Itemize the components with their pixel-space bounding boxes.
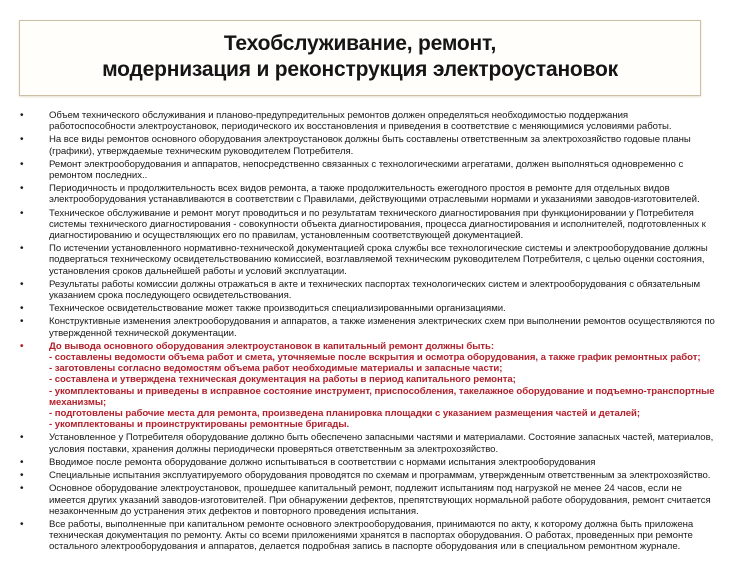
bullet-icon: • (20, 483, 24, 495)
list-item-text-line: диагностированию и осуществляющих его по правилам, установленным соответствующей документацией. (49, 230, 524, 242)
bullet-icon: • (20, 518, 24, 530)
list-item-text-line: Основное оборудование электроустановок, прошедшее капитальный ремонт, подлежит испытаниям под нагрузкой не менее 24 часов, если не (49, 483, 682, 495)
list-item-text-line: - составлена и утверждена техническая документация на работы в период капитального ремонта; (49, 374, 516, 386)
list-item-text-line: - укомплектованы и приведены в исправное состояние инструмент, приспособления, такелажное оборудование и подъемно-транспортные (49, 385, 715, 397)
list-item-text-line: установления сроков дальнейшей работы и условий эксплуатации. (49, 265, 347, 277)
list-item-text-line: - укомплектованы и проинструктированы ремонтные бригады. (49, 419, 350, 431)
title-box (19, 20, 701, 96)
list-item (0, 483, 750, 517)
list-item-text-line: Все работы, выполненные при капитальном ремонте основного электрооборудования, принимаются по акту, к которому должна быть приложена (49, 518, 694, 530)
list-item-text-line: Техническое обслуживание и ремонт могут проводиться и по результатам технического диагностирования при функционировании у Потребителя (49, 207, 694, 219)
list-item-text-line: ремонтом последних.. (49, 170, 148, 182)
bullet-icon: • (20, 470, 24, 482)
list-item (0, 519, 750, 553)
page-title-line-2: модернизация и реконструкция электроустановок (102, 58, 618, 81)
list-item-text-line: указанием срока последующего освидетельствования. (49, 290, 292, 302)
list-item-text-line: незаконченным до устранения этих дефектов и повторного проведения испытания. (49, 505, 419, 517)
bullet-icon: • (20, 158, 24, 170)
list-item (0, 110, 750, 132)
list-item (0, 316, 750, 338)
list-item-text-line: электрооборудования устанавливаются в соответствии с Правилами, действующими отраслевыми нормами и указаниями заводов-изготовителей. (49, 194, 700, 206)
list-item-text-line: На все виды ремонтов основного оборудования электроустановок должны быть составлены ответственным за электрохозяйство годовые планы (49, 134, 691, 146)
list-item (0, 183, 750, 205)
list-item (0, 279, 750, 301)
list-item-text-line: До вывода основного оборудования электроустановок в капитальный ремонт должны быть: (49, 340, 495, 352)
list-item-text-line: Специальные испытания эксплуатируемого оборудования проводятся по схемам и программам, утвержденным ответственным за электрохозяйство. (49, 470, 711, 482)
list-item-text-line: Установленное у Потребителя оборудование должно быть обеспечено запасными частями и материалами. Состояние запасных частей, материалов, (49, 432, 714, 444)
list-item-text-line: имеется других указаний заводов-изготовителей. При обнаружении дефектов, препятствующих нормальной работе оборудования, ремонт считается (49, 494, 711, 506)
bullet-icon: • (20, 134, 24, 146)
list-item-text-line: утвержденной технической документации. (49, 327, 237, 339)
bullet-icon: • (20, 303, 24, 315)
list-item-text-line: Техническое освидетельствование может также производиться специализированными организациями. (49, 303, 506, 315)
page-title-line-1: Техобслуживание, ремонт, (223, 32, 497, 55)
bullet-icon: • (20, 316, 24, 328)
list-item-text-line: системы технического диагностирования - совокупности объекта диагностирования, процесса диагностирования и исполнителей, подготовленных к (49, 218, 706, 230)
list-item-text-line: (графики), утверждаемые техническим руководителем Потребителя. (49, 145, 354, 157)
list-item (0, 159, 750, 181)
bullet-icon: • (20, 243, 24, 255)
bullet-icon: • (20, 432, 24, 444)
list-item-text-line: - подготовлены рабочие места для ремонта, произведена планировка площадки с указанием размещения частей и деталей; (49, 408, 640, 420)
list-item-text-line: Ремонт электрооборудования и аппаратов, непосредственно связанных с технологическими агрегатами, должен выполняться одновременно с (49, 158, 684, 170)
list-item-text-line: Результаты работы комиссии должны отражаться в акте и технических паспортах технологических систем и электрооборудования с обязательным (49, 278, 701, 290)
list-item (0, 432, 750, 454)
list-item-text-line: условия поставки, хранения должны периодически проверяться ответственным за электрохозяйство. (49, 443, 499, 455)
list-item (0, 457, 750, 468)
list-item (0, 470, 750, 481)
list-item (0, 243, 750, 277)
bullet-icon: • (20, 456, 24, 468)
list-item-text-line: Объем технического обслуживания и планово-предупредительных ремонтов должен определяться необходимостью поддержания (49, 110, 629, 121)
list-item-highlighted (0, 341, 750, 431)
bullet-icon: • (20, 278, 24, 290)
list-item-text-line: Вводимое после ремонта оборудование должно испытываться в соответствии с нормами испытания электрооборудования (49, 456, 596, 468)
list-item (0, 134, 750, 156)
list-item-text-line: По истечении установленного нормативно-технической документацией срока службы все технологические системы и электрооборудование должны (49, 243, 708, 255)
list-item-text-line: Конструктивные изменения электрооборудования и аппаратов, а также изменения электрических схем при выполнении ремонтов осуществляются по (49, 316, 715, 328)
list-item-text-line: работоспособности электроустановок, периодического их восстановления и приведения в соответствие с меняющимися условиями работы. (49, 121, 672, 133)
bullet-icon: • (20, 340, 24, 352)
list-item-text-line: техническая документация по ремонту. Акты со всеми приложениями хранятся в паспортах оборудования. О работах, проведенных при ремонте (49, 530, 693, 542)
list-item (0, 208, 750, 242)
list-item (0, 303, 750, 314)
bullet-list (0, 110, 750, 555)
list-item-text-line: - составлены ведомости объема работ и смета, уточняемые после вскрытия и осмотра оборудования, а также график ремонтных работ; (49, 352, 701, 364)
list-item-text-line: Периодичность и продолжительность всех видов ремонта, а также продолжительность ежегодного простоя в ремонте для отдельных видов (49, 183, 670, 195)
list-item-text-line: подвергаться техническому освидетельствованию комиссией, возглавляемой техническим руководителем Потребителя, с целью оценки состояния, (49, 254, 705, 266)
bullet-icon: • (20, 207, 24, 219)
list-item-text-line: остального электрооборудования и аппаратов, делается подробная запись в паспорте оборудования или в специальном ремонтном журнале. (49, 541, 681, 553)
list-item-text-line: механизмы; (49, 396, 107, 408)
bullet-icon: • (20, 183, 24, 195)
bullet-icon: • (20, 110, 24, 121)
list-item-text-line: - заготовлены согласно ведомостям объема работ необходимые материалы и запасные части; (49, 363, 503, 375)
